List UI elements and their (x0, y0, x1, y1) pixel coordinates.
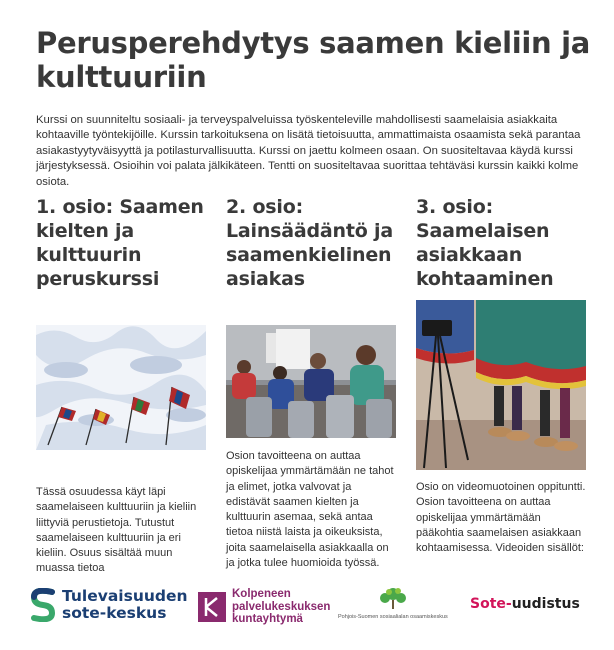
kolpeneen-line3: kuntayhtymä (232, 613, 303, 625)
page-title: Perusperehdytys saamen kieliin ja kulttuuriin (36, 26, 591, 94)
section-2-description: Osion tavoitteena on auttaa opiskelijaa ymmärtämään ne tahot ja elimet, jotka valvovat ja edistävät saamen kielten ja kulttuurin asemaa, sekä antaa tietoa niistä laista ja oikeuksista, joita saamelaisella asiakkaalla on ja jotka tulee huomioida työssä. (226, 450, 394, 570)
sote-part2: uudistus (511, 596, 580, 612)
tulevaisuus-line1: Tulevaisuuden (62, 587, 188, 605)
intro-text: Kurssi on suunniteltu sosiaali- ja terveyspalveluissa työskenteleville mahdollisesti saamelaisia asiakkaita kohtaaville työntekijöille. Kurssin tarkoituksena on lisätä tietoisuutta, ammattimaista osaamista sekä parantaa asiakastyytyväisyyttä ja potilasturvallisuutta. Kurssi on jaettu kolmeen osaan. On suositeltavaa käydä kurssi järjestyksessä. Osioihin voi palata jälkikäteen. Tentti on suositeltavaa suorittaa tehtäväsi kurssin kaikki kolme osiota. (36, 114, 581, 188)
section-3 (416, 195, 596, 291)
sote-part1: Sote- (470, 596, 512, 612)
sami-costumes-photo (416, 300, 586, 470)
section-3-heading: 3. osio: Saamelaisen asiakkaan kohtaaminen (416, 196, 554, 290)
kolpeneen-line1: Kolpeneen (232, 588, 291, 600)
section-1-heading: 1. osio: Saamen kielten ja kulttuurin peruskurssi (36, 196, 204, 290)
sote-uudistus-logo (470, 596, 580, 612)
section-1 (36, 195, 216, 291)
pohjois-tree-icon (373, 586, 413, 612)
pohjois-suomen-logo (338, 586, 448, 620)
tulevaisuus-s-icon (30, 588, 56, 622)
kolpeneen-line2: palvelukeskuksen (232, 600, 331, 613)
section-2 (226, 195, 406, 291)
kolpeneen-logo (198, 588, 330, 626)
tulevaisuus-line2: sote-keskus (62, 604, 167, 622)
classroom-photo (226, 325, 396, 438)
logo-footer (0, 580, 614, 640)
section-1-description: Tässä osuudessa käyt läpi saamelaiseen kulttuuriin ja kieliin liittyviä perustietoja. Tutustut saamelaiseen kulttuuriin ja eri kieliin. Osuus sisältää muun muassa tietoa (36, 486, 197, 575)
pohjois-text: Pohjois-Suomen sosiaalialan osaamiskeskus (338, 614, 448, 620)
tulevaisuuden-sote-keskus-logo (30, 588, 188, 622)
kolpeneen-mark-icon (198, 592, 226, 622)
section-3-description: Osio on videomuotoinen oppituntti. Osion tavoitteena on auttaa opiskelijaa ymmärtämään pääkohtia saamelaisen asiakkaan kohtaamisessa. Videoiden sisällöt: (416, 481, 586, 555)
sami-flags-photo (36, 325, 206, 450)
section-2-heading: 2. osio: Lainsäädäntö ja saamenkielinen asiakas (226, 196, 393, 290)
